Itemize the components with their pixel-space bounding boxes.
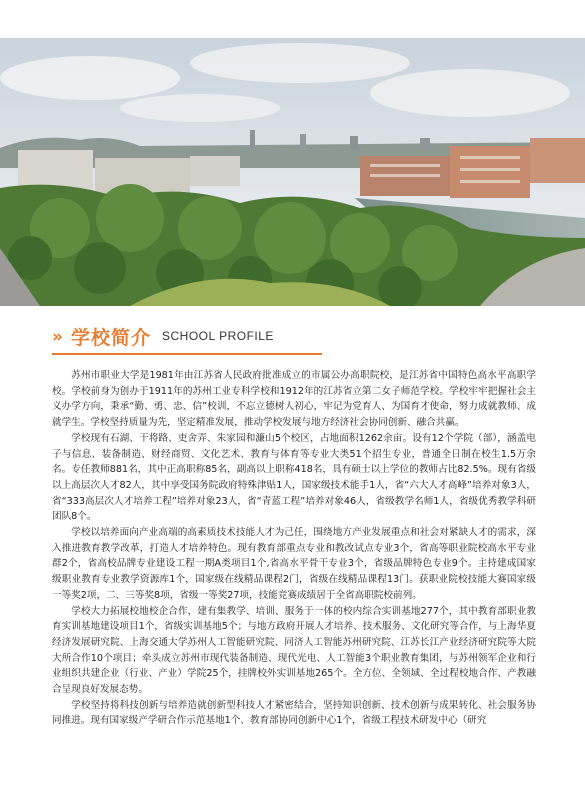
section-title-en: SCHOOL PROFILE bbox=[162, 329, 274, 343]
section-heading bbox=[52, 322, 322, 356]
paragraph-4: 学校大力拓展校地校企合作，建有集教学、培训、服务于一体的校内综合实训基地277个，其中教育部职业教育实训基地建设项目1个，省级实训基地5个；与地方政府开展人才培养、技术服务、文化研究等合作，与上海华夏经济发展研究院、上海交通大学苏州人工智能研究院、同济人工智能苏州研究院、江苏长江产业经济研究院等大院大所合作10个项目；牵头成立苏州市现代装备制造、现代光电、人工智能3个职业教育集团，与苏州领军企业和行业组织共建企业（行业、产业）学院25个，挂牌校外实训基地265个。全方位、全领域、全过程校地合作、产教融合呈现良好发展态势。 bbox=[52, 605, 536, 696]
campus-photo bbox=[0, 38, 585, 306]
chevron-icon: » bbox=[52, 327, 61, 347]
top-margin bbox=[0, 0, 585, 38]
profile-body bbox=[52, 368, 536, 729]
paragraph-2: 学校现有石湖、干将路、吏舍弄、朱家园和濂山5个校区，占地面积1262余亩。设有12个学院（部），涵盖电子与信息、装备制造、财经商贸、文化艺术、教育与体育等专业大类51个招生专业，普通全日制在校生1.5万余名。专任教师881名，其中正高职称85名，副高以上职称418名，具有硕士以上学位的教师占比82.5%。现有省级以上高层次人才82人，其中享受国务院政府特殊津贴1人，国家级技术能手1人，省“六大人才高峰”培养对象3人，省“333高层次人才培养工程”培养对象23人，省“青蓝工程”培养对象46人，省级教学名师1人，省级优秀教学科研团队8个。 bbox=[52, 432, 536, 523]
heading-underline bbox=[52, 353, 322, 355]
paragraph-5: 学校坚持将科技创新与培养造就创新型科技人才紧密结合，坚持知识创新、技术创新与成果转化、社会服务协同推进。现有国家级产学研合作示范基地1个、教育部协同创新中心1个，省级工程技术研发中心（研究 bbox=[52, 699, 536, 727]
paragraph-1: 苏州市职业大学是1981年由江苏省人民政府批准成立的市属公办高职院校，是江苏省中国特色高水平高职学校。学校前身为创办于1911年的苏州工业专科学校和1912年的江苏省立第二女子师范学校。学校牢牢把握社会主义办学方向，秉承“勤、勇、忠、信”校训，不忘立德树人初心，牢记为党育人、为国育才使命，努力成就教师、成就学生。学校坚持质量为先，坚定精准发展，推动学校发展与地方经济社会协同创新、融合共赢。 bbox=[52, 370, 536, 429]
section-title-zh: 学校简介 bbox=[71, 327, 152, 349]
paragraph-3: 学校以培养面向产业高端的高素质技术技能人才为己任，围绕地方产业发展重点和社会对紧缺人才的需求，深入推进教育教学改革，打造人才培养特色。现有教育部重点专业和教改试点专业3个，省高等职业院校高水平专业群2个，省高校品牌专业建设工程一期A类项目1个,省高水平骨干专业3个，省级品牌特色专业9个。主持建成国家级职业教育专业教学资源库1个，国家级在线精品课程2门，省级在线精品课程13门。获职业院校技能大赛国家级一等奖2项，二、三等奖8项，省级一等奖27项，技能竞赛成绩居于全省高职院校前列。 bbox=[52, 527, 536, 601]
